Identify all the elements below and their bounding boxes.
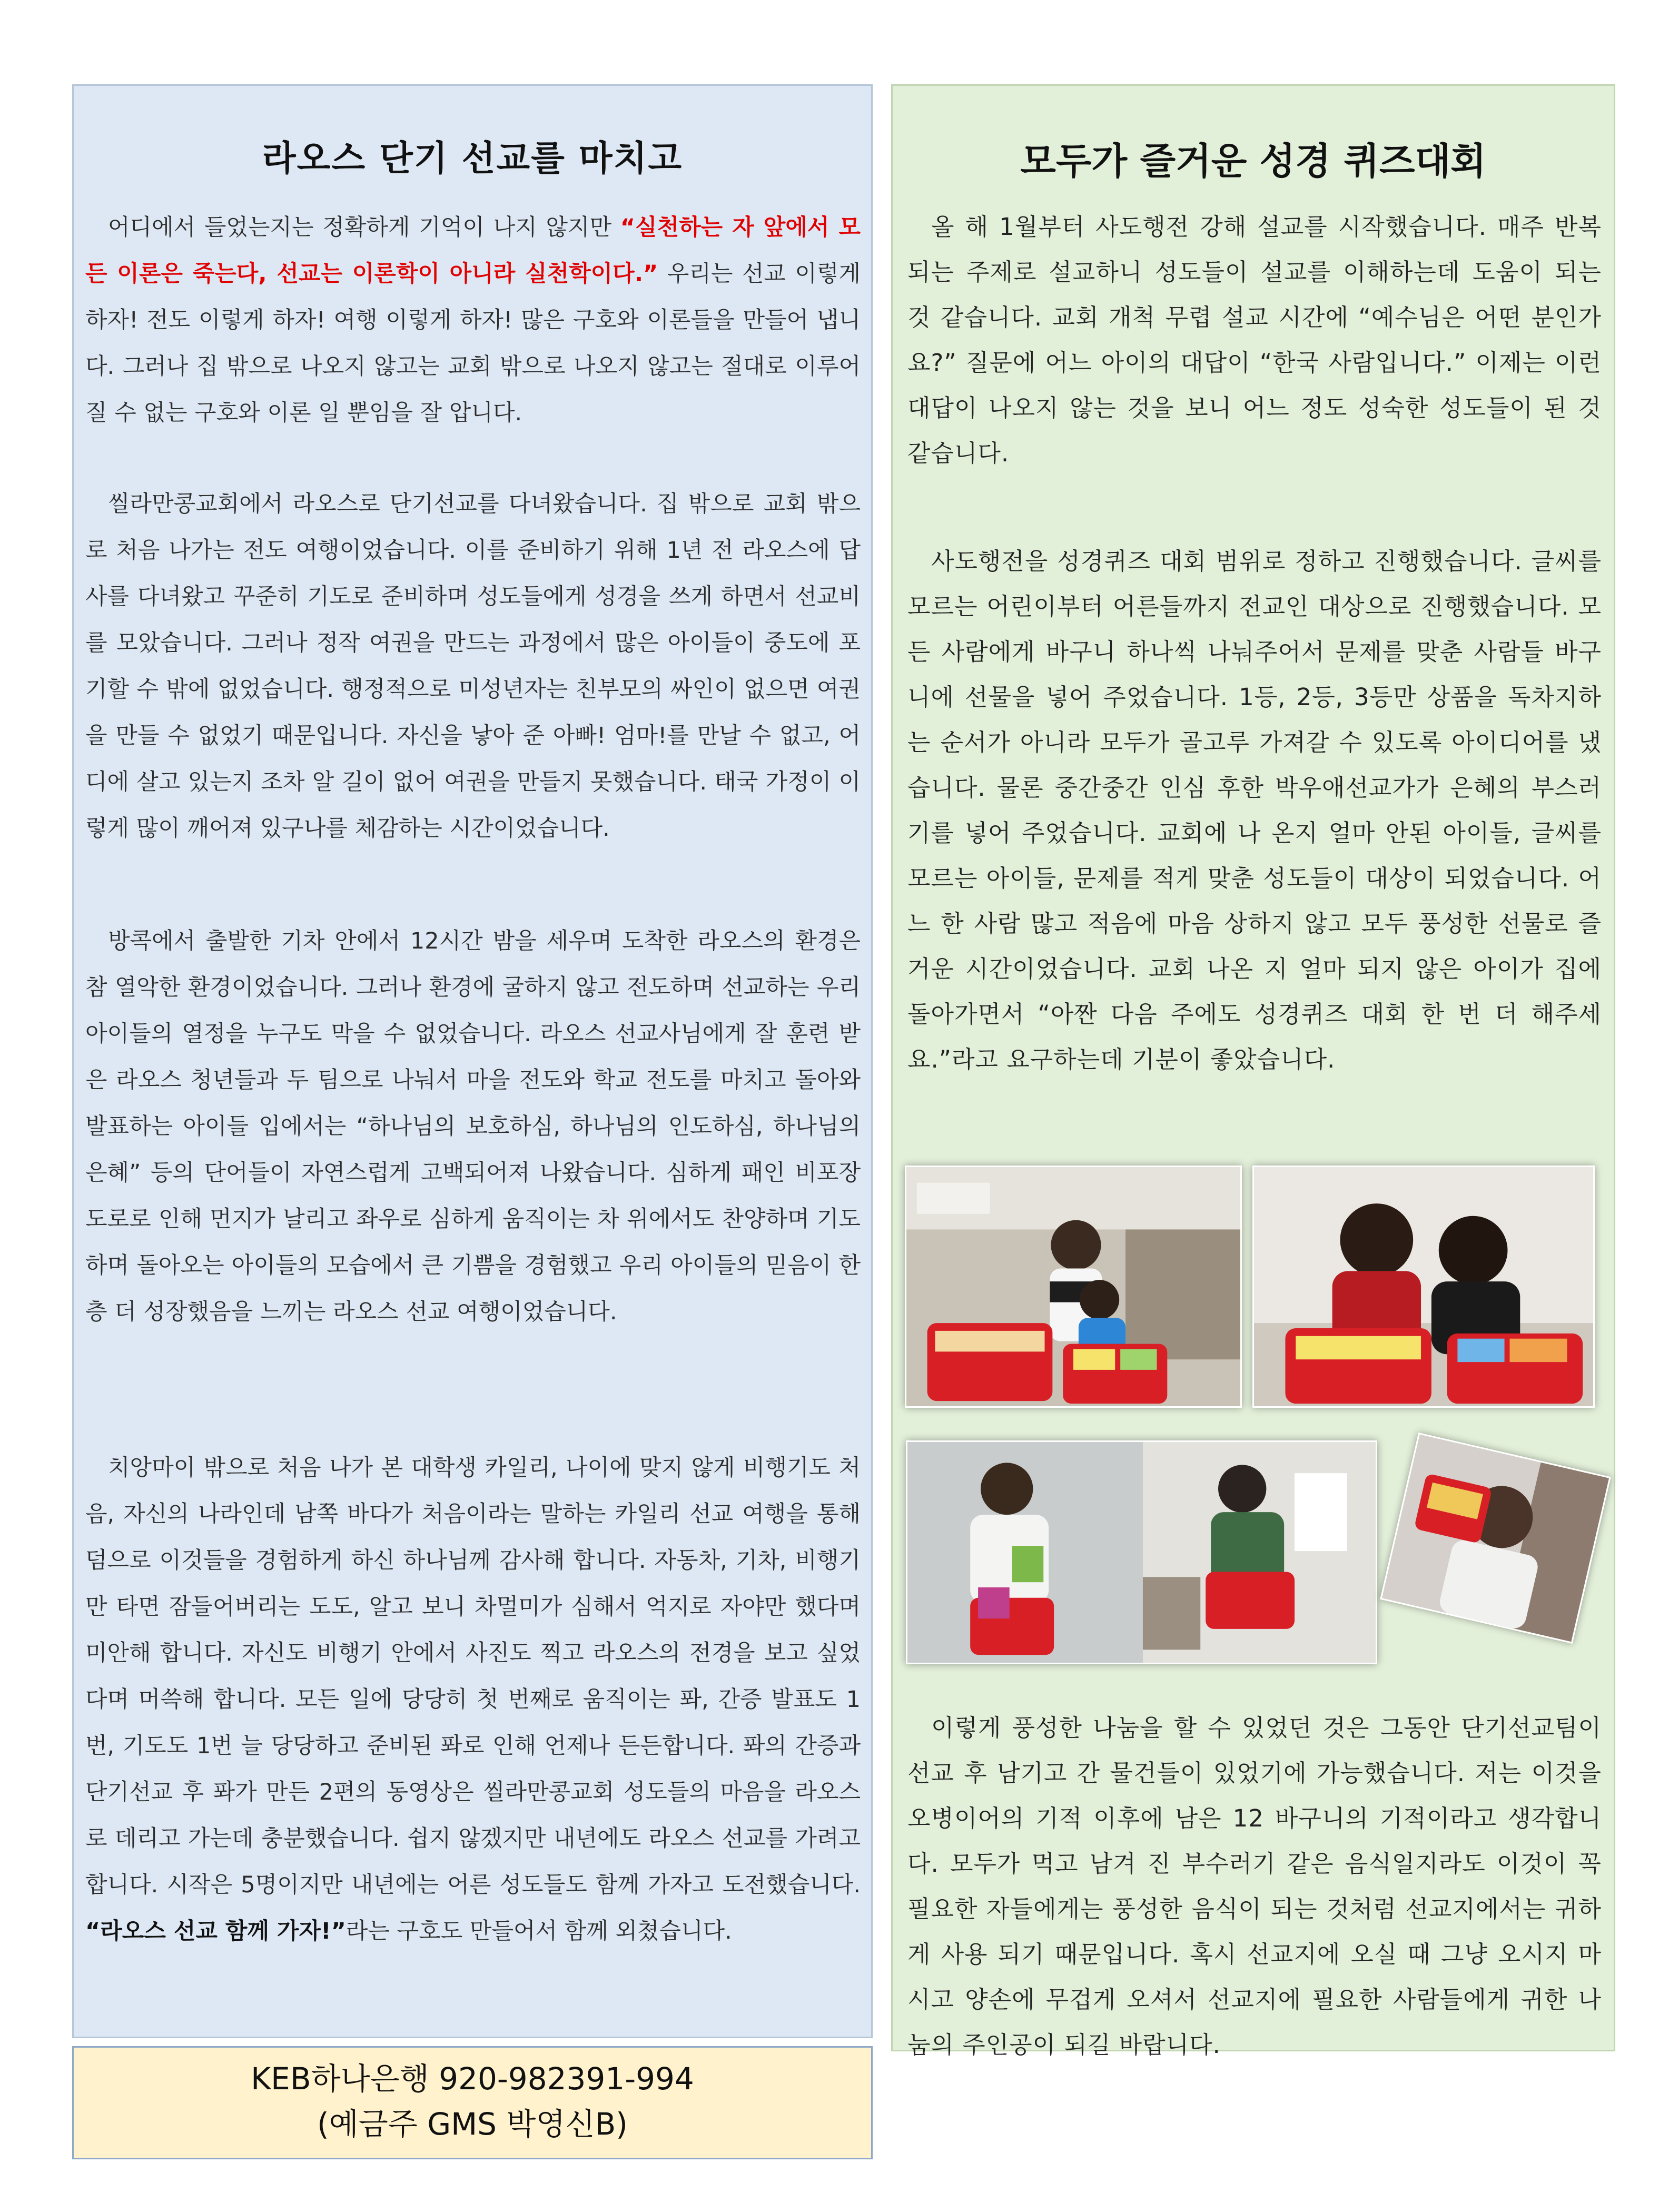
left-article — [72, 84, 873, 2038]
photo-two-girls-with-baskets — [1252, 1166, 1595, 1408]
left-paragraph-4 — [85, 1445, 861, 1954]
left-p1-intro: 어디에서 들었는지는 정확하게 기억이 나지 않지만 — [108, 214, 620, 241]
left-p4-end: 라는 구호도 만들어서 함께 외쳤습니다. — [345, 1918, 732, 1944]
right-article-title: 모두가 즐거운 성경 퀴즈대회 — [1020, 139, 1486, 183]
left-p4-slogan: “라오스 선교 함께 가자!” — [85, 1918, 346, 1944]
photo-men-with-baskets — [906, 1440, 1377, 1664]
bank-account-number: KEB하나은행 920-982391-994 — [251, 2061, 694, 2097]
bank-account-holder: (예금주 GMS 박영신B) — [317, 2106, 628, 2142]
right-paragraph-3: 이렇게 풍성한 나눔을 할 수 있었던 것은 그동안 단기선교팀이 선교 후 남기고 간 물건들이 있었기에 가능했습니다. 저는 이것을 오병이어의 기적 이후에 남은 12 바구니의 기적이라고 생각합니다. 모두가 먹고 남겨 진 부수러기 같은 음식일지라도 이것이 꼭 필요한 자들에게는 풍성한 음식이 되는 것처럼 선교지에서는 귀하게 사용 되기 때문입니다. 혹시 선교지에 오실 때 그냥 오시지 마시고 양손에 무겁게 오셔서 선교지에 필요한 사람들에게 귀한 나눔의 주인공이 되길 바랍니다. — [907, 1714, 1602, 2059]
photo-children-with-baskets — [905, 1166, 1242, 1408]
left-paragraph-2: 씰라만콩교회에서 라오스로 단기선교를 다녀왔습니다. 집 밖으로 교회 밖으로 처음 나가는 전도 여행이었습니다. 이를 준비하기 위해 1년 전 라오스에 답사를 다녀왔고 꾸준히 기도로 준비하며 성도들에게 성경을 쓰게 하면서 선교비를 모았습니다. 그러나 정작 여권을 만드는 과정에서 많은 아이들이 중도에 포기할 수 밖에 없었습니다. 행정적으로 미성년자는 친부모의 싸인이 없으면 여권을 만들 수 없었기 때문입니다. 자신을 낳아 준 아빠! 엄마!를 만날 수 없고, 어디에 살고 있는지 조차 알 길이 없어 여권을 만들지 못했습니다. 태국 가정이 이렇게 많이 깨어져 있구나를 체감하는 시간이었습니다. — [85, 491, 861, 842]
bank-account-box — [72, 2046, 873, 2159]
right-paragraph-1: 올 해 1월부터 사도행전 강해 설교를 시작했습니다. 매주 반복되는 주제로 설교하니 성도들이 설교를 이해하는데 도움이 되는 것 같습니다. 교회 개척 무렵 설교 시간에 “예수님은 어떤 분인가요?” 질문에 어느 아이의 대답이 “한국 사람입니다.” 이제는 이런 대답이 나오지 않는 것을 보니 어느 정도 성숙한 성도들이 된 것 같습니다. — [907, 213, 1602, 467]
left-p1-rest: 우리는 선교 이렇게 하자! 전도 이렇게 하자! 여행 이렇게 하자! 많은 구호와 이론들을 만들어 냅니다. 그러나 집 밖으로 나오지 않고는 교회 밖으로 나오지 않고는 절대로 이루어질 수 없는 구호와 이론 일 뿐임을 잘 압니다. — [85, 261, 861, 426]
left-p1-quote: “실천하는 자 앞에서 모든 이론은 죽는다, 선교는 이론학이 아니라 실천학이다.” — [85, 214, 861, 287]
left-article-title: 라오스 단기 선교를 마치고 — [262, 137, 683, 179]
right-paragraph-2: 사도행전을 성경퀴즈 대회 범위로 정하고 진행했습니다. 글씨를 모르는 어린이부터 어른들까지 전교인 대상으로 진행했습니다. 모든 사람에게 바구니 하나씩 나눠주어서 문제를 맞춘 사람들 바구니에 선물을 넣어 주었습니다. 1등, 2등, 3등만 상품을 독차지하는 순서가 아니라 모두가 골고루 가져갈 수 있도록 아이디어를 냈습니다. 물론 중간중간 인심 후한 박우애선교가가 은혜의 부스러기를 넣어 주었습니다. 교회에 나 온지 얼마 안된 아이들, 글씨를 모르는 아이들, 문제를 적게 맞춘 성도들이 대상이 되었습니다. 어느 한 사람 많고 적음에 마음 상하지 않고 모두 풍성한 선물로 즐거운 시간이었습니다. 교회 나온 지 얼마 되지 않은 아이가 집에 돌아가면서 “아짠 다음 주에도 성경퀴즈 대회 한 번 더 해주세요.”라고 요구하는데 기분이 좋았습니다. — [907, 547, 1602, 1073]
right-article — [891, 84, 1615, 2059]
left-paragraph-1 — [85, 204, 861, 436]
left-p4-body: 치앙마이 밖으로 처음 나가 본 대학생 카일리, 나이에 맞지 않게 비행기도 처음, 자신의 나라인데 남쪽 바다가 처음이라는 말하는 카일리 선교 여행을 통해 덤으로 이것들을 경험하게 하신 하나님께 감사해 합니다. 자동차, 기차, 비행기만 타면 잠들어버리는 도도, 알고 보니 차멀미가 심해서 억지로 자야만 했다며 미안해 합니다. 자신도 비행기 안에서 사진도 찍고 라오스의 전경을 보고 싶었다며 머쓱해 합니다. 모든 일에 당당히 첫 번째로 움직이는 퐈, 간증 발표도 1번, 기도도 1번 늘 당당하고 준비된 퐈로 인해 언제나 든든합니다. 퐈의 간증과 단기선교 후 퐈가 만든 2편의 동영상은 씰라만콩교회 성도들의 마음을 라오스로 데리고 가는데 충분했습니다. 쉽지 않겠지만 내년에도 라오스 선교를 가려고 합니다. 시작은 5명이지만 내년에는 어른 성도들도 함께 가자고 도전했습니다. — [85, 1455, 861, 1898]
left-paragraph-3: 방콕에서 출발한 기차 안에서 12시간 밤을 세우며 도착한 라오스의 환경은 참 열악한 환경이었습니다. 그러나 환경에 굴하지 않고 전도하며 선교하는 우리 아이들의 열정을 누구도 막을 수 없었습니다. 라오스 선교사님에게 잘 훈련 받은 라오스 청년들과 두 팀으로 나눠서 마을 전도와 학교 전도를 마치고 돌아와 발표하는 아이들 입에서는 “하나님의 보호하심, 하나님의 인도하심, 하나님의 은혜” 등의 단어들이 자연스럽게 고백되어져 나왔습니다. 심하게 패인 비포장 도로로 인해 먼지가 날리고 좌우로 심하게 움직이는 차 위에서도 찬양하며 기도하며 돌아오는 아이들의 모습에서 큰 기쁨을 경험했고 우리 아이들의 믿음이 한층 더 성장했음을 느끼는 라오스 선교 여행이었습니다. — [85, 928, 861, 1325]
